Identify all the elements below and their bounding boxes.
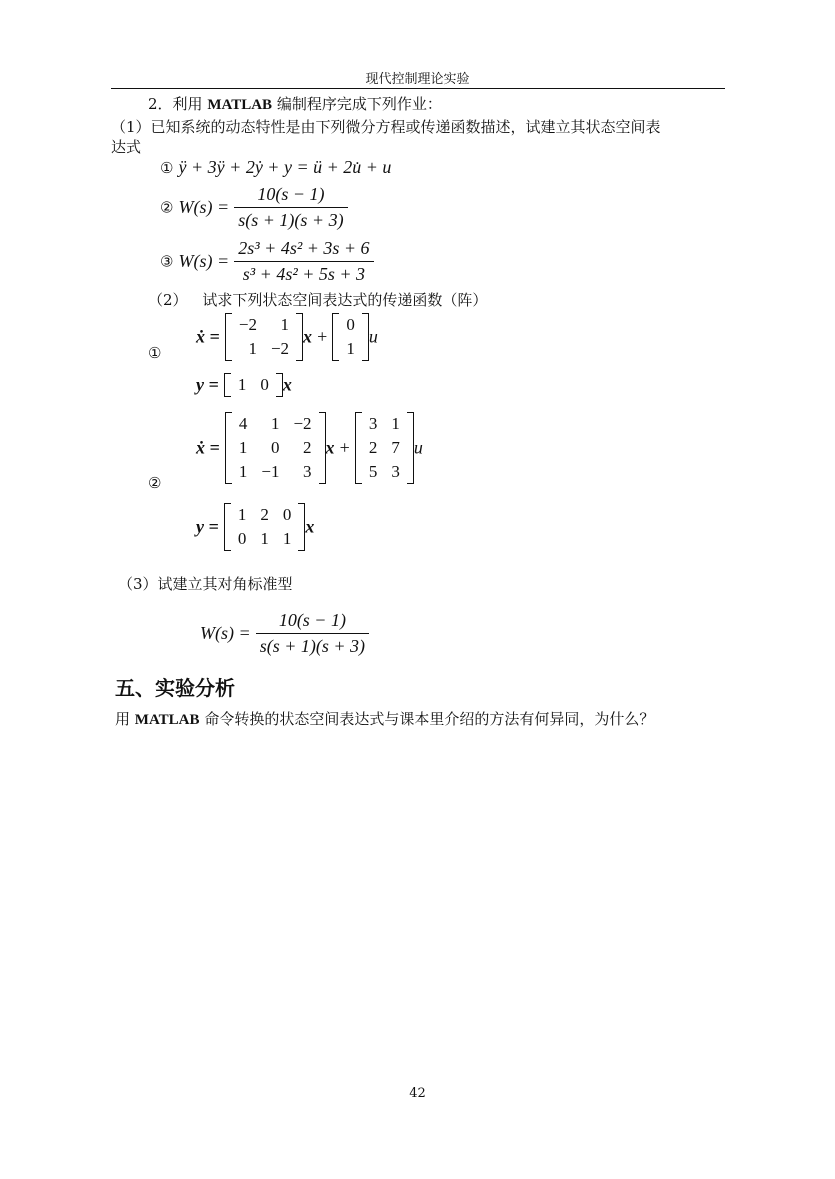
sys2-b-cell: 1 [391, 414, 400, 433]
sys2-y: y = [196, 516, 219, 537]
sys1-matrix-b [332, 313, 369, 361]
part3-denominator: s(s + 1)(s + 3) [259, 636, 366, 656]
sys2-c-cell: 1 [282, 529, 292, 548]
eq2 [160, 184, 348, 231]
part1-line2: 达式 [111, 138, 142, 156]
sys1-c-cell: 0 [260, 375, 269, 394]
sys2-marker: ② [148, 474, 162, 492]
eq3-fraction [234, 238, 373, 285]
sys1-b-cell: 0 [346, 315, 355, 334]
sys1-a-cell: 1 [248, 339, 257, 358]
eq3 [160, 238, 374, 285]
sys1-b-row [339, 337, 362, 361]
eq2-marker: ② [160, 198, 174, 217]
sys2-a-cell: 3 [303, 462, 312, 481]
sys2-matrix-c [224, 503, 306, 551]
sys2-b-cell: 3 [368, 414, 378, 433]
task2-heading [148, 94, 442, 115]
sys1-matrix-a [225, 313, 303, 361]
eq2-lhs: W(s) = [178, 197, 230, 217]
sys2-c-cell: 1 [237, 505, 247, 524]
sys2-b-cell: 7 [391, 438, 400, 457]
sys2-b-row [362, 460, 407, 484]
sys2-u: u [413, 437, 423, 458]
sys1-a-row [232, 313, 296, 337]
sys2-output-eq [196, 503, 314, 551]
eq3-marker: ③ [160, 252, 174, 271]
sys1-x: x [303, 326, 313, 347]
sys2-a-row [232, 436, 319, 460]
eq2-denominator: s(s + 1)(s + 3) [238, 210, 344, 230]
sys1-plus: + [317, 326, 328, 347]
sys2-a-cell: −2 [293, 414, 312, 433]
sys2-b-row [362, 412, 407, 436]
task2-matlab: MATLAB [207, 97, 273, 113]
sys2-a-cell: 1 [238, 462, 248, 481]
sys1-b-row [339, 313, 362, 337]
sys2-c-cell: 0 [237, 529, 247, 548]
sys2-plus: + [339, 437, 350, 458]
running-header: 现代控制理论实验 [365, 72, 470, 87]
sys2-xdot: ẋ = [196, 437, 220, 458]
part3-numerator: 10(s − 1) [256, 610, 369, 634]
eq2-numerator: 10(s − 1) [234, 184, 347, 208]
sys2-a-row [232, 412, 319, 436]
sys2-b-cell: 5 [368, 462, 378, 481]
eq1-marker: ① [160, 159, 174, 177]
part1-line1: （1）已知系统的动态特性是由下列微分方程或传递函数描述，试建立其状态空间表 [111, 118, 661, 136]
sys2-c-row [231, 527, 299, 551]
sys1-y: y = [196, 374, 219, 395]
sys2-c-row [231, 503, 299, 527]
sys1-marker: ① [148, 344, 162, 362]
sys2-a-cell: 1 [270, 414, 280, 433]
sys1-c-cell: 1 [237, 375, 247, 394]
sys2-matrix-b [355, 412, 414, 484]
sys1-a-cell: 1 [280, 315, 290, 334]
task2-suffix: 编制程序完成下列作业： [276, 95, 442, 113]
header-rule [111, 88, 725, 89]
sys2-b-cell: 3 [391, 462, 400, 481]
section5-prefix: 用 [115, 710, 131, 728]
part3-heading: （3）试建立其对角标准型 [118, 575, 293, 593]
eq3-numerator: 2s³ + 4s² + 3s + 6 [234, 238, 373, 262]
eq3-denominator: s³ + 4s² + 5s + 3 [242, 264, 366, 284]
sys1-a-row [232, 337, 296, 361]
part3-fraction [256, 610, 369, 657]
sys2-c-cell: 0 [282, 505, 292, 524]
eq2-fraction [234, 184, 347, 231]
sys1-x-out: x [282, 374, 292, 395]
sys1-output-eq [196, 373, 292, 397]
sys1-b-cell: 1 [346, 339, 355, 358]
sys2-x-out: x [305, 516, 315, 537]
eq1 [160, 157, 391, 178]
sys2-b-cell: 2 [368, 438, 378, 457]
sys2-b-row [362, 436, 407, 460]
sys2-x: x [325, 437, 335, 458]
part3-eq [200, 610, 369, 657]
part2-heading [148, 290, 487, 310]
sys1-xdot: ẋ = [196, 326, 220, 347]
sys2-a-cell: 1 [238, 438, 248, 457]
eq1-expr: ÿ + 3ÿ + 2ẏ + y = ü + 2u̇ + u [178, 157, 392, 177]
sys1-a-cell: −2 [238, 315, 257, 334]
section5-question [115, 709, 654, 730]
part2-text: 试求下列状态空间表达式的传递函数（阵） [202, 291, 488, 309]
section5-matlab: MATLAB [134, 712, 200, 728]
sys1-matrix-c [224, 373, 283, 397]
sys2-state-eq [196, 412, 423, 484]
eq3-lhs: W(s) = [178, 251, 230, 271]
part2-label: （2） [148, 291, 188, 309]
part3-lhs: W(s) = [200, 623, 251, 643]
sys2-a-cell: 4 [238, 414, 248, 433]
section5-suffix: 命令转换的状态空间表达式与课本里介绍的方法有何异同，为什么？ [204, 710, 655, 728]
sys1-a-cell: −2 [270, 339, 290, 358]
task2-prefix: 2．利用 [148, 95, 203, 113]
sys2-a-cell: 0 [270, 438, 280, 457]
section5-heading: 五、实验分析 [115, 676, 235, 700]
sys2-a-cell: −1 [261, 462, 280, 481]
sys1-u: u [368, 326, 378, 347]
sys2-matrix-a [225, 412, 326, 484]
sys2-c-cell: 1 [260, 529, 269, 548]
sys2-c-cell: 2 [260, 505, 269, 524]
sys1-state-eq [196, 313, 378, 361]
sys2-a-row [232, 460, 319, 484]
sys2-a-cell: 2 [303, 438, 312, 457]
sys1-c-row [231, 373, 276, 397]
page-number: 42 [409, 1086, 426, 1101]
